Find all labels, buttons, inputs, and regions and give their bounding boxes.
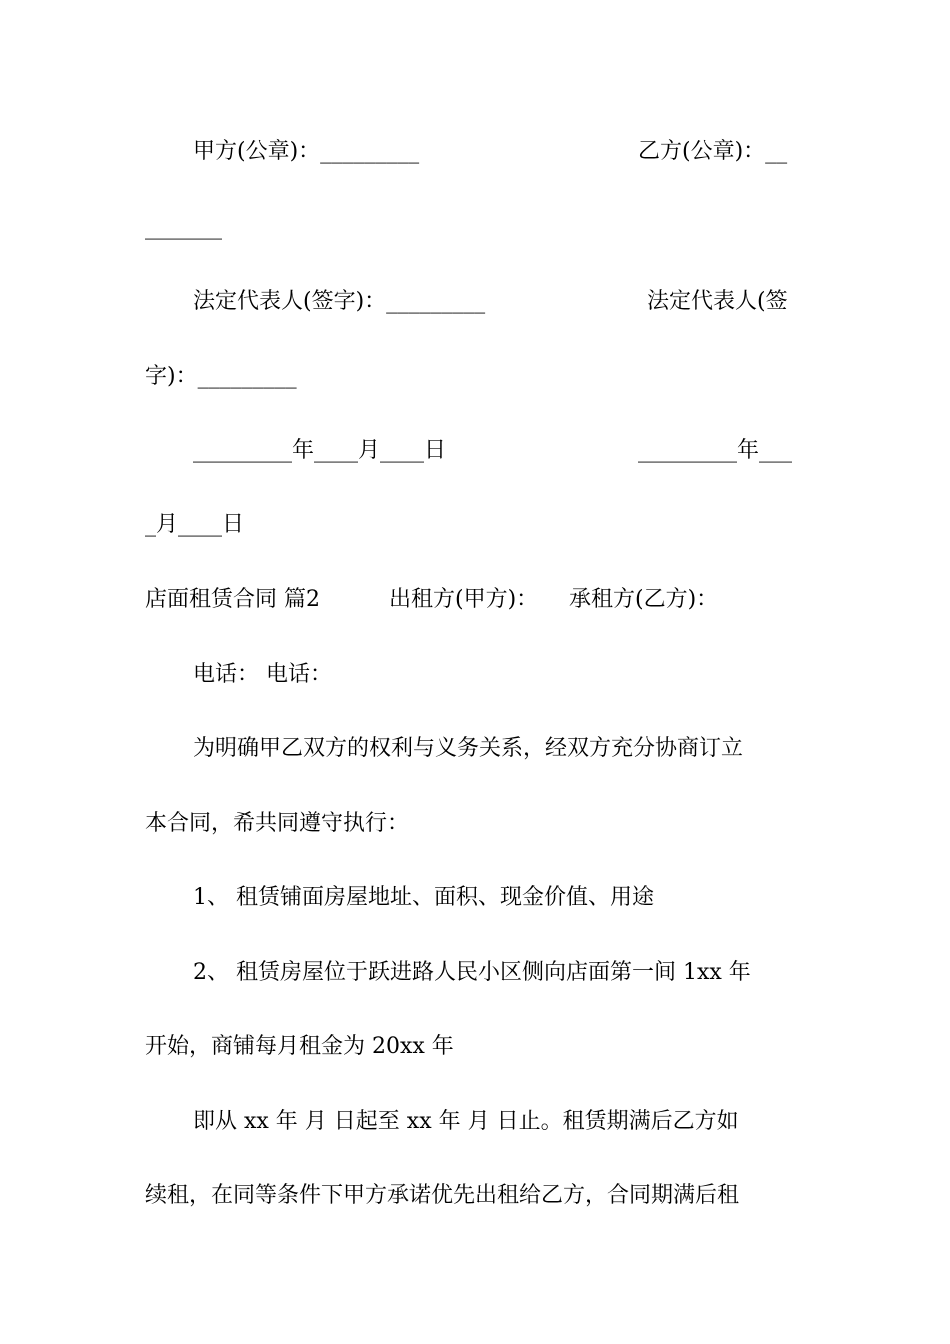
lessor-label: 出租方(甲方)：	[389, 587, 539, 612]
lessee-label: 承租方(乙方)：	[569, 587, 719, 612]
term-line-1	[0, 1102, 950, 1142]
party-a-date: _________年____月____日	[193, 438, 447, 463]
party-b-date: _________年___	[638, 438, 793, 463]
phone-labels: 电话： 电话：	[193, 662, 332, 687]
party-b-seal-blank-line	[0, 208, 950, 248]
date-line	[0, 431, 950, 471]
party-a-legal-rep-label: 法定代表人(签字)：_________	[193, 289, 486, 314]
party-b-legal-rep-label: 法定代表人(签	[647, 289, 788, 314]
preamble-line-1	[0, 729, 950, 769]
legal-rep-line	[0, 282, 950, 322]
term-text: 即从 xx 年 月 日起至 xx 年 月 日止。租赁期满后乙方如	[193, 1109, 739, 1134]
clause-2-text: 2、 租赁房屋位于跃进路人民小区侧向店面第一间 1xx 年	[193, 960, 751, 985]
legal-rep-continuation-line	[0, 357, 950, 397]
party-a-seal-label: 甲方(公章)：_________	[193, 139, 420, 164]
clause-1-line	[0, 878, 950, 918]
clause-2-line-2	[0, 1027, 950, 1067]
seal-blank: _______	[145, 215, 222, 240]
date-continuation-line	[0, 505, 950, 545]
clause-1-text: 1、 租赁铺面房屋地址、面积、现金价值、用途	[193, 885, 654, 910]
phone-line	[0, 655, 950, 695]
clause-2-line-1	[0, 953, 950, 993]
preamble-text: 本合同，希共同遵守执行：	[145, 811, 410, 836]
contract-title: 店面租赁合同 篇2	[145, 587, 320, 612]
term-text: 续租，在同等条件下甲方承诺优先出租给乙方，合同期满后租	[145, 1183, 740, 1208]
legal-rep-signature-blank: 字)：_________	[145, 364, 297, 389]
party-b-seal-label: 乙方(公章)：__	[638, 139, 788, 164]
party-a-seal-line	[0, 132, 950, 172]
clause-2-text: 开始，商铺每月租金为 20xx 年	[145, 1034, 454, 1059]
party-b-date-continued: _月____日	[145, 512, 245, 537]
term-line-2	[0, 1176, 950, 1216]
preamble-text: 为明确甲乙双方的权利与义务关系，经双方充分协商订立	[193, 736, 744, 761]
preamble-line-2	[0, 804, 950, 844]
contract-heading-line	[0, 580, 950, 620]
